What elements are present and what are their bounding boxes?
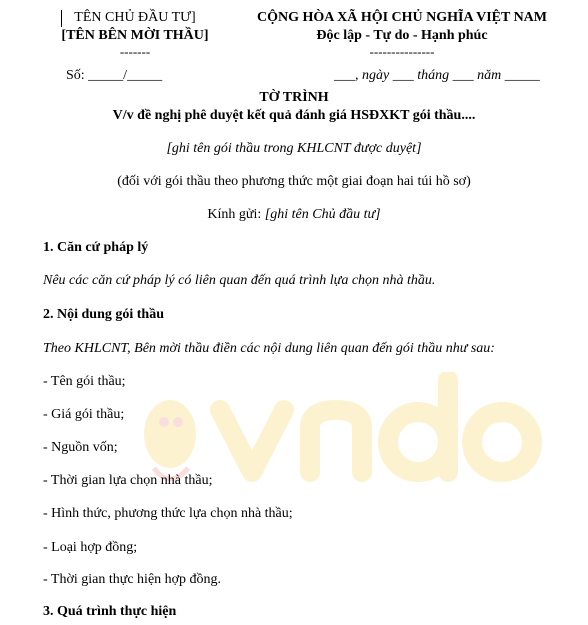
list-item: - Thời gian lựa chọn nhà thầu; xyxy=(43,473,213,488)
list-item: - Nguồn vốn; xyxy=(43,440,118,455)
bidder-name: [TÊN BÊN MỜI THẦU] xyxy=(61,28,209,43)
investor-name: TÊN CHỦ ĐẦU TƯ] xyxy=(74,10,196,25)
addressee-label: Kính gửi: xyxy=(207,207,265,222)
section-2-heading: 2. Nội dung gói thầu xyxy=(43,307,164,322)
package-name-placeholder: [ghi tên gói thầu trong KHLCNT được duyệt] xyxy=(166,141,422,156)
list-item: - Giá gói thầu; xyxy=(43,407,125,422)
document-subject: V/v đề nghị phê duyệt kết quả đánh giá HSĐXKT gói thầu.... xyxy=(112,108,476,123)
national-motto: Độc lập - Tự do - Hạnh phúc xyxy=(316,28,488,43)
section-1-heading: 1. Căn cứ pháp lý xyxy=(43,240,149,255)
document-date: ___, ngày ___ tháng ___ năm _____ xyxy=(334,68,540,83)
section-1-text: Nêu các căn cứ pháp lý có liên quan đến quá trình lựa chọn nhà thầu. xyxy=(43,273,436,288)
addressee xyxy=(0,207,588,223)
national-title: CỘNG HÒA XÃ HỘI CHỦ NGHĨA VIỆT NAM xyxy=(256,10,547,25)
vndoc-letters xyxy=(220,380,532,472)
section-2-intro: Theo KHLCNT, Bên mời thầu điền các nội dung liên quan đến gói thầu như sau: xyxy=(43,341,495,356)
list-item: - Tên gói thầu; xyxy=(43,374,126,389)
list-item: - Loại hợp đồng; xyxy=(43,540,138,555)
right-divider: --------------- xyxy=(369,44,435,59)
left-divider: ------- xyxy=(119,44,151,59)
list-item: - Thời gian thực hiện hợp đồng. xyxy=(43,572,222,587)
section-3-heading: 3. Quá trình thực hiện xyxy=(43,604,177,619)
method-note: (đối với gói thầu theo phương thức một giai đoạn hai túi hồ sơ) xyxy=(117,174,471,189)
document-number: Số: _____/_____ xyxy=(66,68,163,83)
document-title: TỜ TRÌNH xyxy=(259,90,329,105)
mascot-icon xyxy=(144,400,196,479)
addressee-value: [ghi tên Chủ đầu tư] xyxy=(264,207,381,222)
list-item: - Hình thức, phương thức lựa chọn nhà thầu; xyxy=(43,506,293,521)
